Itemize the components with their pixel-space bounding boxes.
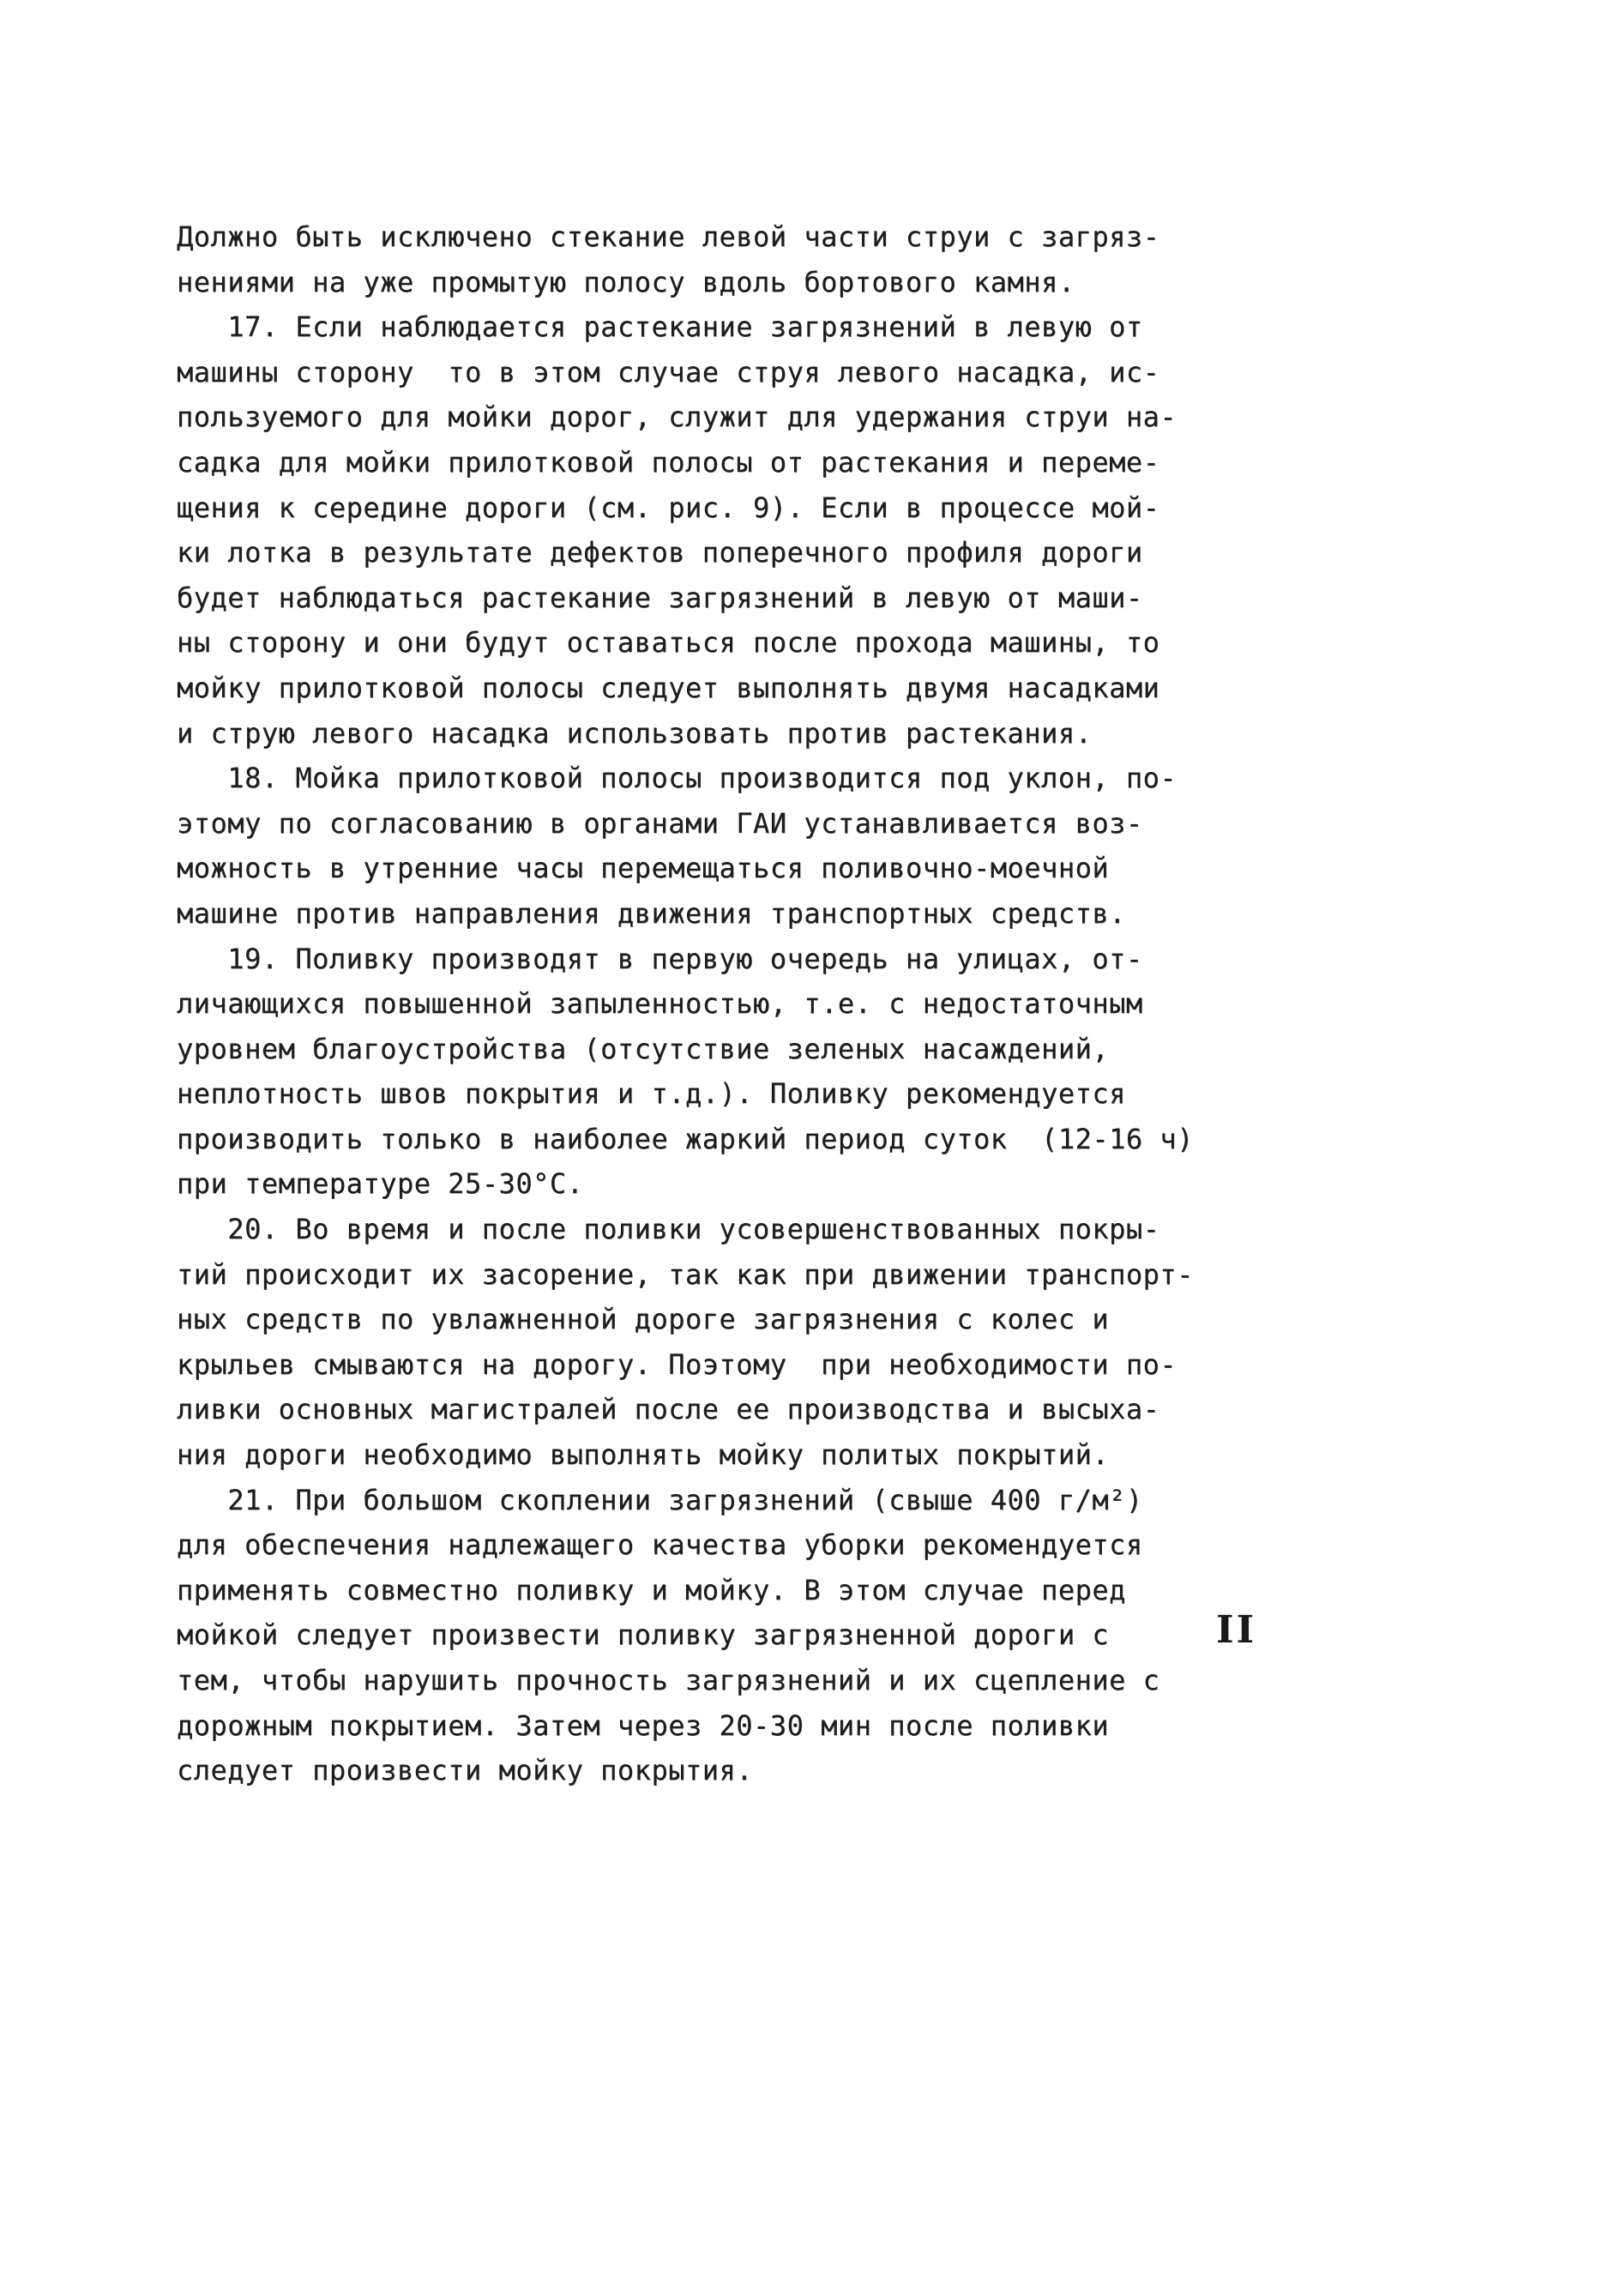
text-line: 20. Во время и после поливки усовершенствованных покры- (177, 1213, 1160, 1246)
text-line: уровнем благоустройства (отсутствие зеленых насаждений, (177, 1032, 1110, 1065)
text-line: этому по согласованию в органами ГАИ устанавливается воз- (177, 806, 1143, 840)
body-text (177, 214, 1309, 1793)
text-line: ки лотка в результате дефектов поперечного профиля дороги (177, 536, 1143, 569)
text-line: будет наблюдаться растекание загрязнений в левую от маши- (177, 581, 1143, 614)
text-line: применять совместно поливку и мойку. В этом случае перед (177, 1573, 1126, 1606)
page-number: II (1216, 1608, 1257, 1652)
text-line: личающихся повышенной запыленностью, т.е. с недостаточным (177, 987, 1143, 1021)
text-line: 17. Если наблюдается растекание загрязнений в левую от (177, 310, 1143, 344)
paragraph-18 (177, 756, 1309, 936)
text-line: пользуемого для мойки дорог, служит для удержания струи на- (177, 401, 1177, 434)
text-line: нениями на уже промытую полосу вдоль бортового камня. (177, 265, 1075, 298)
text-line: производить только в наиболее жаркий период суток (12-16 ч) (177, 1122, 1194, 1155)
text-line: мойку прилотковой полосы следует выполнять двумя насадками (177, 671, 1160, 704)
text-line: 19. Поливку производят в первую очередь на улицах, от- (177, 942, 1143, 975)
text-line: щения к середине дороги (см. рис. 9). Если в процессе мой- (177, 491, 1160, 524)
text-line: ния дороги необходимо выполнять мойку политых покрытий. (177, 1438, 1110, 1472)
text-line: ны сторону и они будут оставаться после прохода машины, то (177, 626, 1160, 660)
paragraph-19 (177, 937, 1309, 1208)
text-line: следует произвести мойку покрытия. (177, 1754, 754, 1787)
text-line: для обеспечения надлежащего качества уборки рекомендуется (177, 1528, 1143, 1562)
text-line: машине против направления движения транспортных средств. (177, 896, 1126, 930)
text-line: и струю левого насадка использовать против растекания. (177, 716, 1093, 750)
paragraph-21 (177, 1478, 1309, 1793)
text-line: садка для мойки прилотковой полосы от растекания и переме- (177, 445, 1160, 479)
text-line: крыльев смываются на дорогу. Поэтому при необходимости по- (177, 1347, 1177, 1381)
text-line: ливки основных магистралей после ее производства и высыха- (177, 1393, 1160, 1426)
text-line: дорожным покрытием. Затем через 20-30 мин после поливки (177, 1708, 1110, 1742)
text-line: тий происходит их засорение, так как при движении транспорт- (177, 1257, 1194, 1291)
text-line: ных средств по увлажненной дороге загрязнения с колес и (177, 1303, 1110, 1336)
text-line: можность в утренние часы перемещаться поливочно-моечной (177, 852, 1110, 885)
text-line: 18. Мойка прилотковой полосы производится под уклон, по- (177, 762, 1177, 795)
text-line: 21. При большом скоплении загрязнений (свыше 400 г/м²) (177, 1483, 1143, 1516)
text-line: Должно быть исключено стекание левой части струи с загряз- (177, 220, 1160, 253)
paragraph-17 (177, 304, 1309, 756)
text-line: неплотность швов покрытия и т.д.). Поливку рекомендуется (177, 1077, 1126, 1111)
text-line: мойкой следует произвести поливку загрязненной дороги с (177, 1618, 1110, 1652)
text-line: при температуре 25-30°С. (177, 1167, 584, 1201)
text-line: тем, чтобы нарушить прочность загрязнений и их сцепление с (177, 1664, 1160, 1696)
paragraph-intro (177, 214, 1309, 304)
text-line: машины сторону то в этом случае струя левого насадка, ис- (177, 355, 1160, 389)
paragraph-20 (177, 1207, 1309, 1478)
